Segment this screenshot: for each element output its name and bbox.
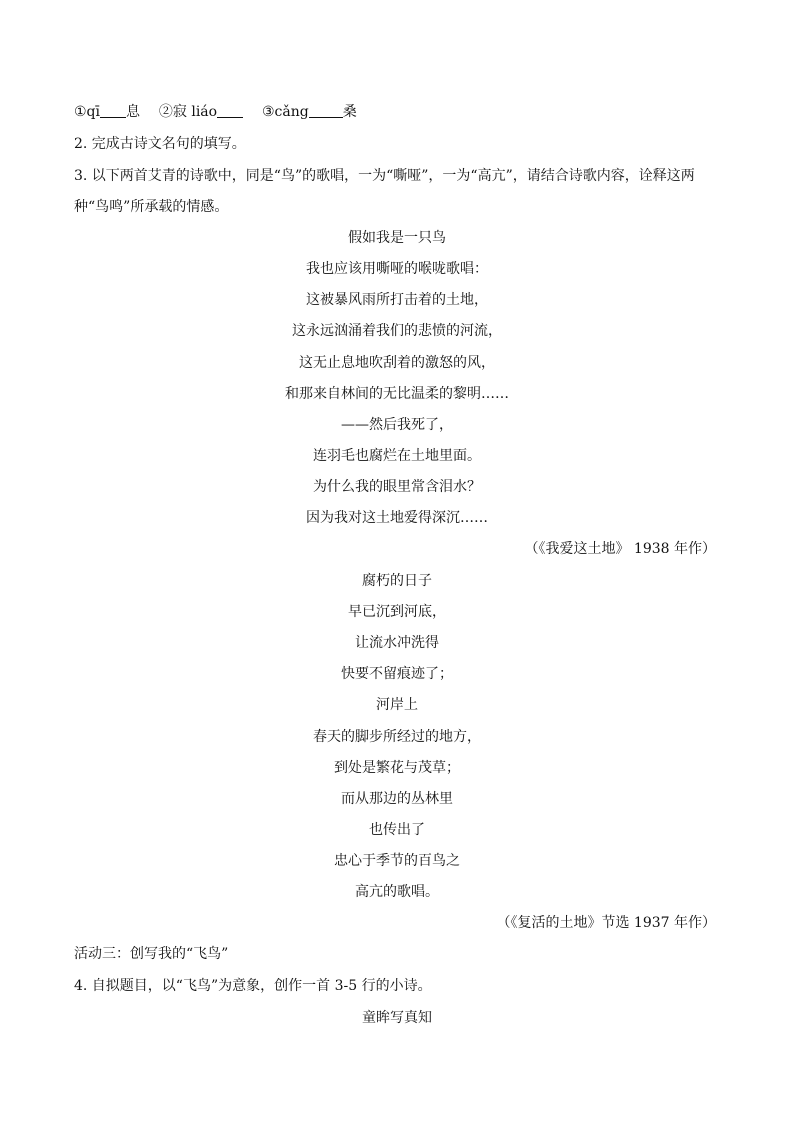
poem1-line: 假如我是一只鸟 [348, 230, 446, 246]
pinyin-item-1-prefix: ①qī [74, 104, 100, 120]
pinyin-item-1-suffix: 息 [126, 104, 140, 120]
activity-3-heading: 活动三：创写我的“飞鸟” [74, 946, 229, 962]
pinyin-item-3-suffix: 桑 [342, 104, 357, 120]
question-2: 2. 完成古诗文名句的填写。 [74, 136, 246, 152]
poem2-line: 春天的脚步所经过的地方， [313, 729, 481, 745]
question-3-line-2: 种“鸟鸣”所承载的情感。 [74, 199, 229, 215]
poem2-line: 让流水冲洗得 [355, 635, 439, 651]
poem1-line: 我也应该用嘶哑的喉咙歌唱： [306, 261, 488, 277]
poem2-line: 河岸上 [376, 697, 418, 713]
pinyin-item-2-prefix: ②寂 liáo [158, 104, 218, 120]
question-4: 4. 自拟题目，以“飞鸟”为意象，创作一首 3-5 行的小诗。 [74, 978, 432, 994]
poem1-line: 连羽毛也腐烂在土地里面。 [313, 448, 481, 464]
sample-poem-title: 童眸写真知 [362, 1010, 432, 1026]
poem2-line: 忠心于季节的百鸟之 [334, 853, 460, 869]
poem2-line: 到处是繁花与茂草； [334, 760, 460, 776]
blank-1[interactable] [100, 103, 126, 118]
poem1-line: 这被暴风雨所打击着的土地， [306, 292, 488, 308]
poem2-line: 快要不留痕迹了； [341, 666, 453, 682]
poem2-line: 而从那边的丛林里 [341, 791, 453, 807]
poem1-line: ——然后我死了， [341, 417, 453, 433]
blank-2[interactable] [217, 103, 243, 118]
question-3-line-1: 3. 以下两首艾青的诗歌中，同是“鸟”的歌唱，一为“嘶哑”，一为“高亢”，请结合诗歌内容，诠释这两 [74, 168, 695, 184]
poem1-line: 为什么我的眼里常含泪水？ [313, 479, 481, 495]
pinyin-item-3-prefix: ③cǎng [262, 104, 309, 120]
poem2-line: 腐朽的日子 [362, 573, 432, 589]
blank-3[interactable] [309, 103, 343, 118]
pinyin-fill-line [74, 102, 357, 122]
poem1-line: 和那来自林间的无比温柔的黎明…… [285, 386, 509, 402]
poem2-line: 也传出了 [369, 822, 425, 838]
poem2-source: （《复活的土地》节选 1937 年作） [496, 915, 716, 931]
poem1-line: 这永远汹涌着我们的悲愤的河流， [292, 323, 502, 339]
poem2-line: 高亢的歌唱。 [355, 884, 439, 900]
poem1-source: （《我爱这土地》 1938 年作） [524, 541, 716, 557]
poem2-line: 早已沉到河底， [348, 604, 446, 620]
poem1-line: 这无止息地吹刮着的激怒的风， [299, 355, 495, 371]
poem1-line: 因为我对这土地爱得深沉…… [306, 510, 488, 526]
